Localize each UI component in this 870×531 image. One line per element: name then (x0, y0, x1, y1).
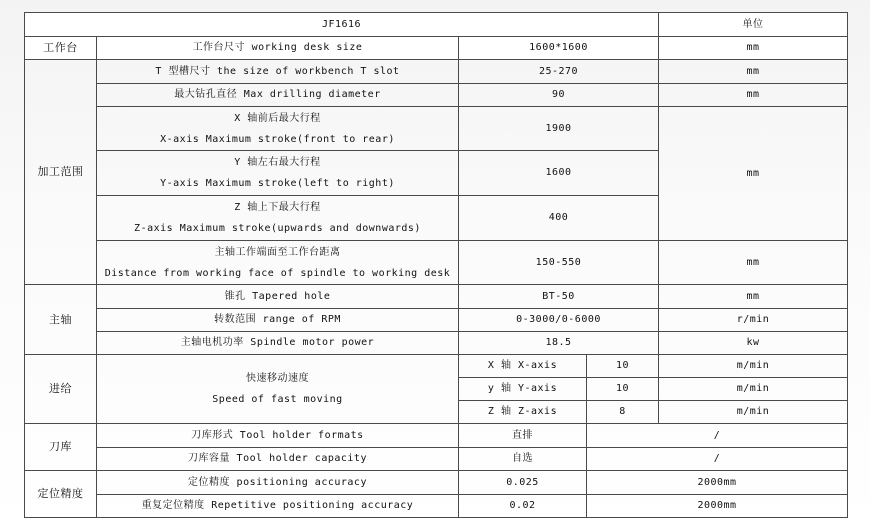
spec-unit: mm (659, 84, 848, 107)
spec-label: 刀库容量 Tool holder capacity (97, 448, 459, 471)
spec-label: 重复定位精度 Repetitive positioning accuracy (97, 495, 459, 518)
spec-unit: r/min (659, 309, 848, 332)
spec-value: 1900 (459, 107, 659, 151)
label-en: X-axis Maximum stroke(front to rear) (160, 133, 395, 145)
group-spindle: 主轴 (25, 285, 97, 355)
model-header: JF1616 (25, 13, 659, 37)
table-row (25, 84, 848, 107)
spec-value: 0-3000/0-6000 (459, 309, 659, 332)
spec-label (97, 196, 459, 241)
label-cn: X 轴前后最大行程 (234, 112, 321, 124)
table-row (25, 241, 848, 285)
spec-value: 10 (587, 355, 659, 378)
spec-value: 1600 (459, 151, 659, 196)
label-en: Z-axis Maximum stroke(upwards and downwards) (134, 223, 421, 234)
spec-label: 工作台尺寸 working desk size (97, 37, 459, 60)
label-en: Speed of fast moving (212, 394, 343, 405)
spec-value: 90 (459, 84, 659, 107)
axis-label: y 轴 Y-axis (459, 378, 587, 401)
label-cn: Z 轴上下最大行程 (234, 202, 321, 213)
spec-value: 自选 (459, 448, 587, 471)
group-feed: 进给 (25, 355, 97, 424)
spec-value: 10 (587, 378, 659, 401)
table-row (25, 471, 848, 495)
table-row (25, 424, 848, 448)
spec-value: 18.5 (459, 332, 659, 355)
spec-unit: 2000mm (587, 495, 848, 518)
spec-unit: mm (659, 37, 848, 60)
spec-unit: / (587, 448, 848, 471)
spec-unit: mm (659, 60, 848, 84)
label-cn: Y 轴左右最大行程 (234, 157, 321, 168)
table-row (25, 332, 848, 355)
spec-value: 0.025 (459, 471, 587, 495)
spec-value: 8 (587, 401, 659, 424)
label-en: Y-axis Maximum stroke(left to right) (160, 178, 395, 189)
spec-value: 直排 (459, 424, 587, 448)
spec-label: 刀库形式 Tool holder formats (97, 424, 459, 448)
group-tool-magazine: 刀库 (25, 424, 97, 471)
group-desk: 工作台 (25, 37, 97, 60)
spec-unit: m/min (659, 355, 848, 378)
table-row (25, 355, 848, 378)
spec-label: 转数范围 range of RPM (97, 309, 459, 332)
spec-label: T 型槽尺寸 the size of workbench T slot (97, 60, 459, 84)
spec-unit: mm (659, 285, 848, 309)
spec-unit: mm (659, 241, 848, 285)
spec-label (97, 241, 459, 285)
header-row (25, 13, 848, 37)
spec-label: 定位精度 positioning accuracy (97, 471, 459, 495)
table-row (25, 37, 848, 60)
spec-label (97, 355, 459, 424)
label-en: Distance from working face of spindle to working desk (104, 267, 451, 279)
label-cn: 快速移动速度 (246, 373, 309, 384)
spec-table (24, 12, 848, 518)
group-positioning: 定位精度 (25, 471, 97, 518)
spec-value: BT-50 (459, 285, 659, 309)
spec-value: 0.02 (459, 495, 587, 518)
label-cn: 主轴工作端面至工作台距离 (214, 246, 341, 258)
table-row (25, 60, 848, 84)
spec-label: 主轴电机功率 Spindle motor power (97, 332, 459, 355)
spec-label: 锥孔 Tapered hole (97, 285, 459, 309)
spec-value: 25-270 (459, 60, 659, 84)
table-row (25, 107, 848, 151)
table-row (25, 285, 848, 309)
spec-value: 400 (459, 196, 659, 241)
unit-header: 单位 (659, 13, 848, 37)
group-processing: 加工范围 (25, 60, 97, 285)
spec-value: 1600*1600 (459, 37, 659, 60)
spec-label (97, 151, 459, 196)
axis-label: X 轴 X-axis (459, 355, 587, 378)
table-row (25, 495, 848, 518)
spec-unit: 2000mm (587, 471, 848, 495)
spec-label: 最大钻孔直径 Max drilling diameter (97, 84, 459, 107)
spec-label (97, 107, 459, 151)
spec-unit: m/min (659, 401, 848, 424)
table-row (25, 448, 848, 471)
spec-unit: / (587, 424, 848, 448)
spec-value: 150-550 (459, 241, 659, 285)
spec-unit: kw (659, 332, 848, 355)
table-row (25, 309, 848, 332)
spec-unit: mm (659, 107, 848, 241)
spec-unit: m/min (659, 378, 848, 401)
axis-label: Z 轴 Z-axis (459, 401, 587, 424)
